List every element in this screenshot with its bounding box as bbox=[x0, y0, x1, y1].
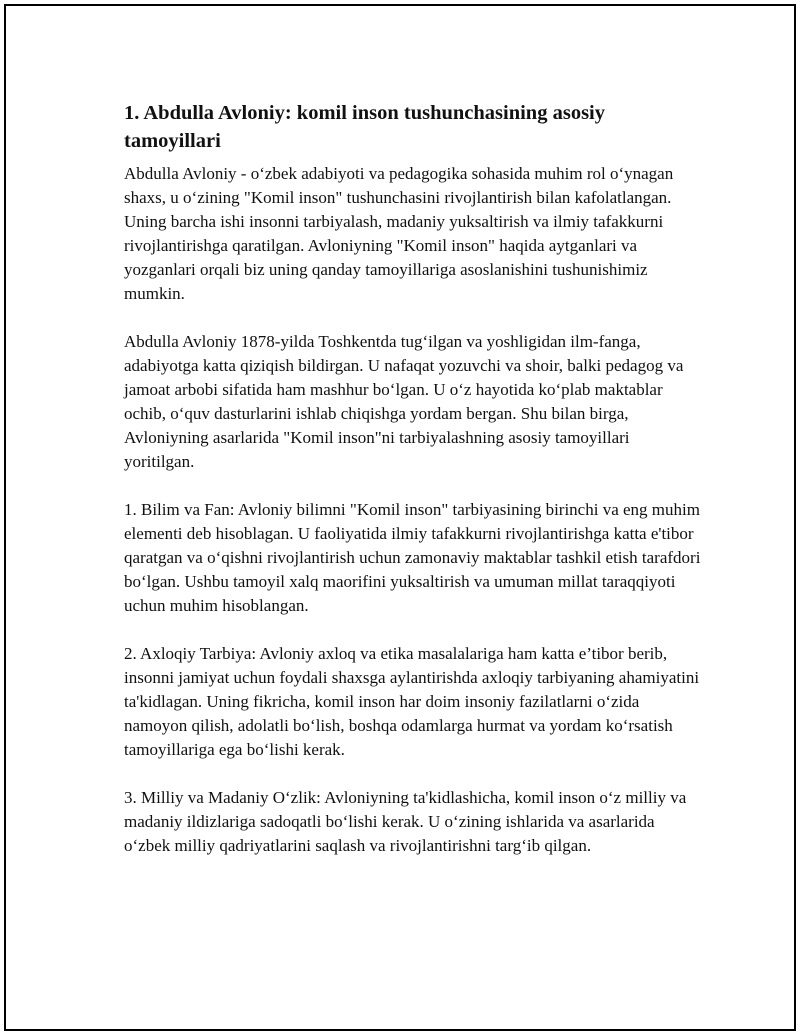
paragraph-biography: Abdulla Avloniy 1878-yilda Toshkentda tug‘ilgan va yoshligidan ilm-fanga, adabiyotga katta qiziqish bildirgan. U nafaqat yozuvchi va shoir, balki pedagog va jamoat arbobi sifatida ham mashhur bo‘lgan. U o‘z hayotida ko‘plab maktablar ochib, o‘quv dasturlarini ishlab chiqishga yordam bergan. Shu bilan birga, Avloniyning asarlarida "Komil inson"ni tarbiyalashning asosiy tamoyillari yoritilgan. bbox=[124, 332, 684, 471]
document-body bbox=[124, 99, 704, 882]
paragraph-principle-national-identity: 3. Milliy va Madaniy O‘zlik: Avloniyning ta'kidlashicha, komil inson o‘z milliy va madaniy ildizlariga sadoqatli bo‘lishi kerak. U o‘zining ishlarida va asarlarida o‘zbek milliy qadriyatlarini saqlash va rivojlantirishni targ‘ib qilgan. bbox=[124, 788, 687, 855]
paragraph-principle-moral: 2. Axloqiy Tarbiya: Avloniy axloq va etika masalalariga ham katta e’tibor berib, insonni jamiyat uchun foydali shaxsga aylantirishda axloqiy tarbiyaning ahamiyatini ta'kidlagan. Uning fikricha, komil inson har doim insoniy fazilatlarni o‘zida namoyon qilish, adolatli bo‘lish, boshqa odamlarga hurmat va yordam ko‘rsatish tamoyillariga ega bo‘lishi kerak. bbox=[124, 644, 700, 759]
document-title: 1. Abdulla Avloniy: komil inson tushunchasining asosiy tamoyillari bbox=[124, 102, 605, 152]
page-frame bbox=[4, 4, 796, 1031]
paragraph-principle-knowledge: 1. Bilim va Fan: Avloniy bilimni "Komil inson" tarbiyasining birinchi va eng muhim elementi deb hisoblagan. U faoliyatida ilmiy tafakkurni rivojlantirishga katta e'tibor qaratgan va o‘qishni rivojlantirish uchun zamonaviy maktablar tashkil etish tarafdori bo‘lgan. Ushbu tamoyil xalq maorifini yuksaltirish va umuman millat taraqqiyoti uchun muhim hisoblangan. bbox=[124, 500, 701, 615]
paragraph-intro: Abdulla Avloniy - o‘zbek adabiyoti va pedagogika sohasida muhim rol o‘ynagan shaxs, u o‘zining "Komil inson" tushunchasini rivojlantirish bilan kafolatlangan. Uning barcha ishi insonni tarbiyalash, madaniy yuksaltirish va ilmiy tafakkurni rivojlantirishga qaratilgan. Avloniyning "Komil inson" haqida aytganlari va yozganlari orqali biz uning qanday tamoyillariga asoslanishini tushunishimiz mumkin. bbox=[124, 164, 674, 303]
